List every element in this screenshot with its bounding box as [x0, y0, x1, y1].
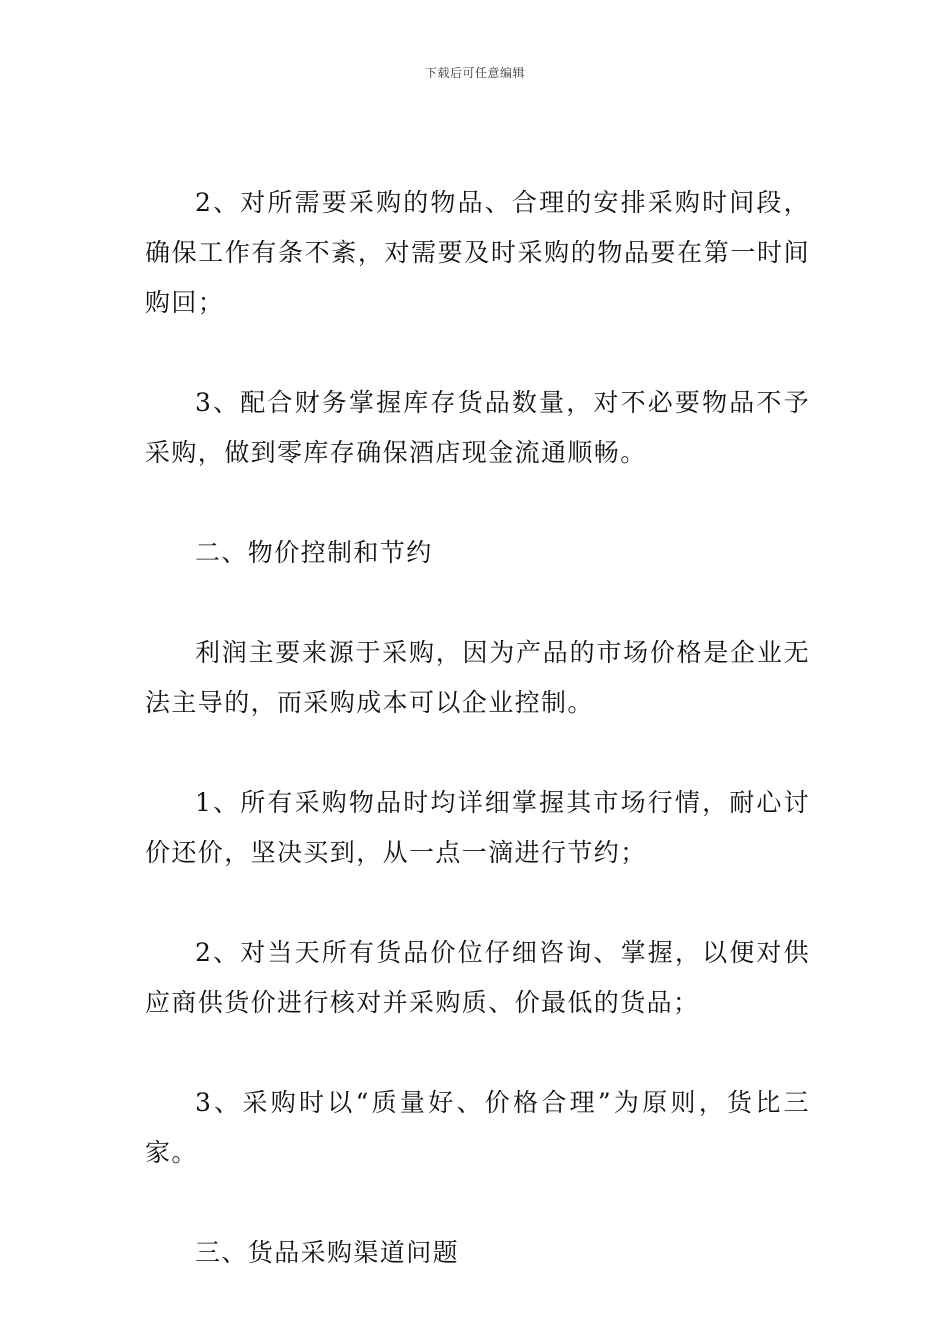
- document-body: [145, 178, 810, 1278]
- paragraph-price-check: 2、对当天所有货品价位仔细咨询、掌握，以便对供应商供货价进行核对并采购质、价最低的货品；: [145, 938, 810, 1017]
- paragraph-purchase-timing: 2、对所需要采购的物品、合理的安排采购时间段，确保工作有条不紊，对需要及时采购的物品要在第一时间购回；: [145, 188, 810, 317]
- paragraph-inventory: 3、配合财务掌握库存货品数量，对不必要物品不予采购，做到零库存确保酒店现金流通顺畅。: [145, 388, 810, 467]
- paragraph-profit-source: 利润主要来源于采购，因为产品的市场价格是企业无法主导的，而采购成本可以企业控制。: [145, 638, 810, 717]
- paragraph-market-research: 1、所有采购物品时均详细掌握其市场行情，耐心讨价还价，坚决买到，从一点一滴进行节约；: [145, 788, 810, 867]
- section-heading-price-control: 二、物价控制和节约: [195, 538, 433, 567]
- paragraph-quality-principle: 3、采购时以“质量好、价格合理”为原则，货比三家。: [145, 1088, 810, 1167]
- section-heading-channels: 三、货品采购渠道问题: [195, 1238, 460, 1267]
- header-note: 下载后可任意编辑: [424, 66, 525, 80]
